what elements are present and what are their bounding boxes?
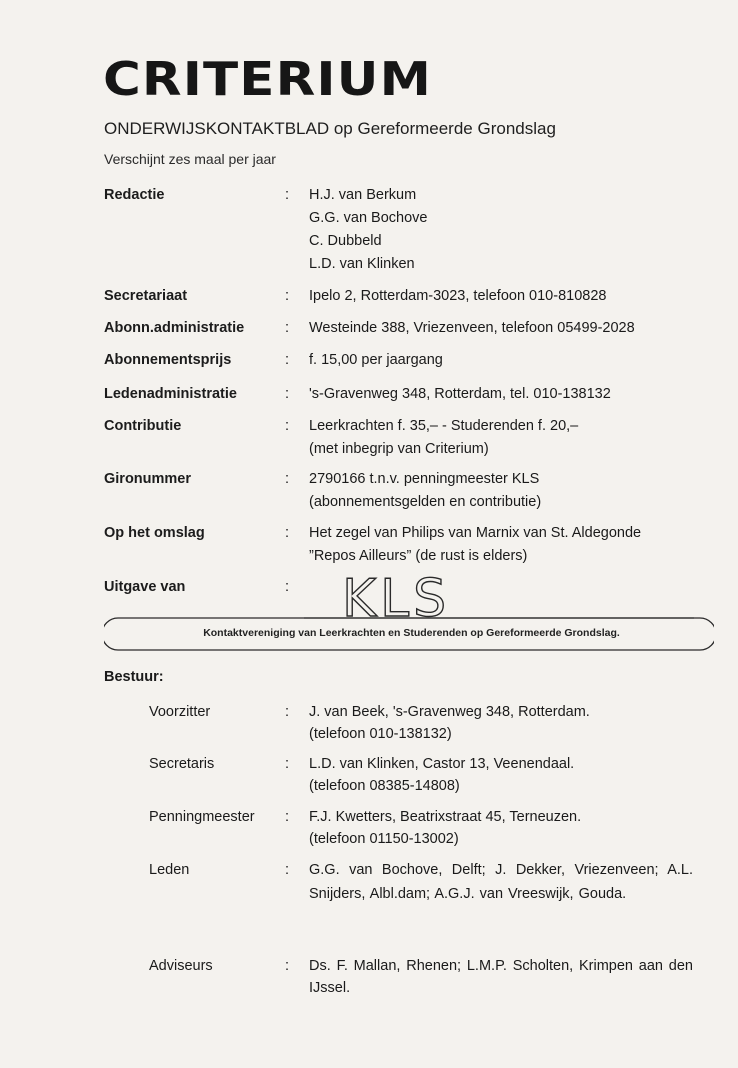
bestuur-label: Voorzitter <box>149 704 211 720</box>
colon: : <box>285 418 290 434</box>
info-value <box>309 317 704 340</box>
info-label: Redactie <box>104 187 165 203</box>
kls-caption: Kontaktvereniging van Leerkrachten en Studerenden op Gereformeerde Grondslag. <box>203 627 620 639</box>
colon: : <box>285 579 290 595</box>
value-line: L.D. van Klinken, Castor 13, Veenendaal. <box>309 756 575 772</box>
value-line: 's-Gravenweg 348, Rotterdam, tel. 010-138132 <box>309 386 611 402</box>
value-line: Westeinde 388, Vriezenveen, telefoon 05499-2028 <box>309 320 635 336</box>
info-value <box>309 415 704 461</box>
colon: : <box>285 471 290 487</box>
info-value <box>309 184 704 276</box>
value-line: L.D. van Klinken <box>309 256 415 272</box>
info-label: Uitgave van <box>104 579 186 595</box>
colon: : <box>285 809 290 825</box>
bestuur-heading: Bestuur: <box>104 669 164 685</box>
colon: : <box>285 386 290 402</box>
colon: : <box>285 525 290 541</box>
kls-logo-text: KLS <box>342 569 451 629</box>
value-line: 2790166 t.n.v. penningmeester KLS <box>309 471 540 487</box>
value-line: (met inbegrip van Criterium) <box>309 441 489 457</box>
info-value <box>309 468 704 514</box>
value-line: Het zegel van Philips van Marnix van St. Aldegonde <box>309 525 642 541</box>
colon: : <box>285 320 290 336</box>
bestuur-value <box>309 701 693 745</box>
bestuur-label: Leden <box>149 862 190 878</box>
value-line: (telefoon 08385-14808) <box>309 778 460 794</box>
magazine-title: CRITERIUM <box>103 52 433 106</box>
kls-logo-graphic <box>104 568 714 658</box>
value-line: (telefoon 010-138132) <box>309 726 452 742</box>
value-line: J. van Beek, 's-Gravenweg 348, Rotterdam. <box>309 704 590 720</box>
bestuur-value <box>309 806 693 850</box>
value-line: F.J. Kwetters, Beatrixstraat 45, Terneuzen. <box>309 809 582 825</box>
publication-frequency: Verschijnt zes maal per jaar <box>104 151 276 167</box>
bestuur-value: G.G. van Bochove, Delft; J. Dekker, Vriezenveen; A.L. Snijders, Albl.dam; A.G.J. van Vreeswijk, Gouda. <box>309 862 693 902</box>
value-line: H.J. van Berkum <box>309 187 417 203</box>
bestuur-label: Penningmeester <box>149 809 255 825</box>
value-line: C. Dubbeld <box>309 233 382 249</box>
info-label: Gironummer <box>104 471 192 487</box>
value-line: ”Repos Ailleurs” (de rust is elders) <box>309 548 528 564</box>
info-label: Op het omslag <box>104 525 205 541</box>
value-line: (abonnementsgelden en contributie) <box>309 494 542 510</box>
info-value <box>309 285 704 308</box>
info-label: Contributie <box>104 418 182 434</box>
info-value <box>309 383 704 406</box>
colon: : <box>285 756 290 772</box>
colon: : <box>285 862 290 878</box>
value-line: Leerkrachten f. 35,– - Studerenden f. 20,– <box>309 418 579 434</box>
colon: : <box>285 704 290 720</box>
info-label: Ledenadministratie <box>104 386 237 402</box>
info-value <box>309 522 704 568</box>
bestuur-label: Adviseurs <box>149 958 213 974</box>
colon: : <box>285 187 290 203</box>
colon: : <box>285 288 290 304</box>
value-line: G.G. van Bochove <box>309 210 428 226</box>
colon: : <box>285 958 290 974</box>
colon: : <box>285 352 290 368</box>
bestuur-value <box>309 753 693 797</box>
info-value <box>309 349 704 372</box>
bestuur-label: Secretaris <box>149 756 215 772</box>
info-label: Abonn.administratie <box>104 320 245 336</box>
info-label: Secretariaat <box>104 288 188 304</box>
magazine-subtitle: ONDERWIJSKONTAKTBLAD op Gereformeerde Grondslag <box>104 119 556 138</box>
kls-logo-banner <box>104 568 714 658</box>
value-line: Ipelo 2, Rotterdam-3023, telefoon 010-810828 <box>309 288 607 304</box>
info-label: Abonnementsprijs <box>104 352 232 368</box>
value-line: (telefoon 01150-13002) <box>309 831 459 847</box>
bestuur-value: Ds. F. Mallan, Rhenen; L.M.P. Scholten, Krimpen aan den IJssel. <box>309 958 693 996</box>
value-line: f. 15,00 per jaargang <box>309 352 443 368</box>
